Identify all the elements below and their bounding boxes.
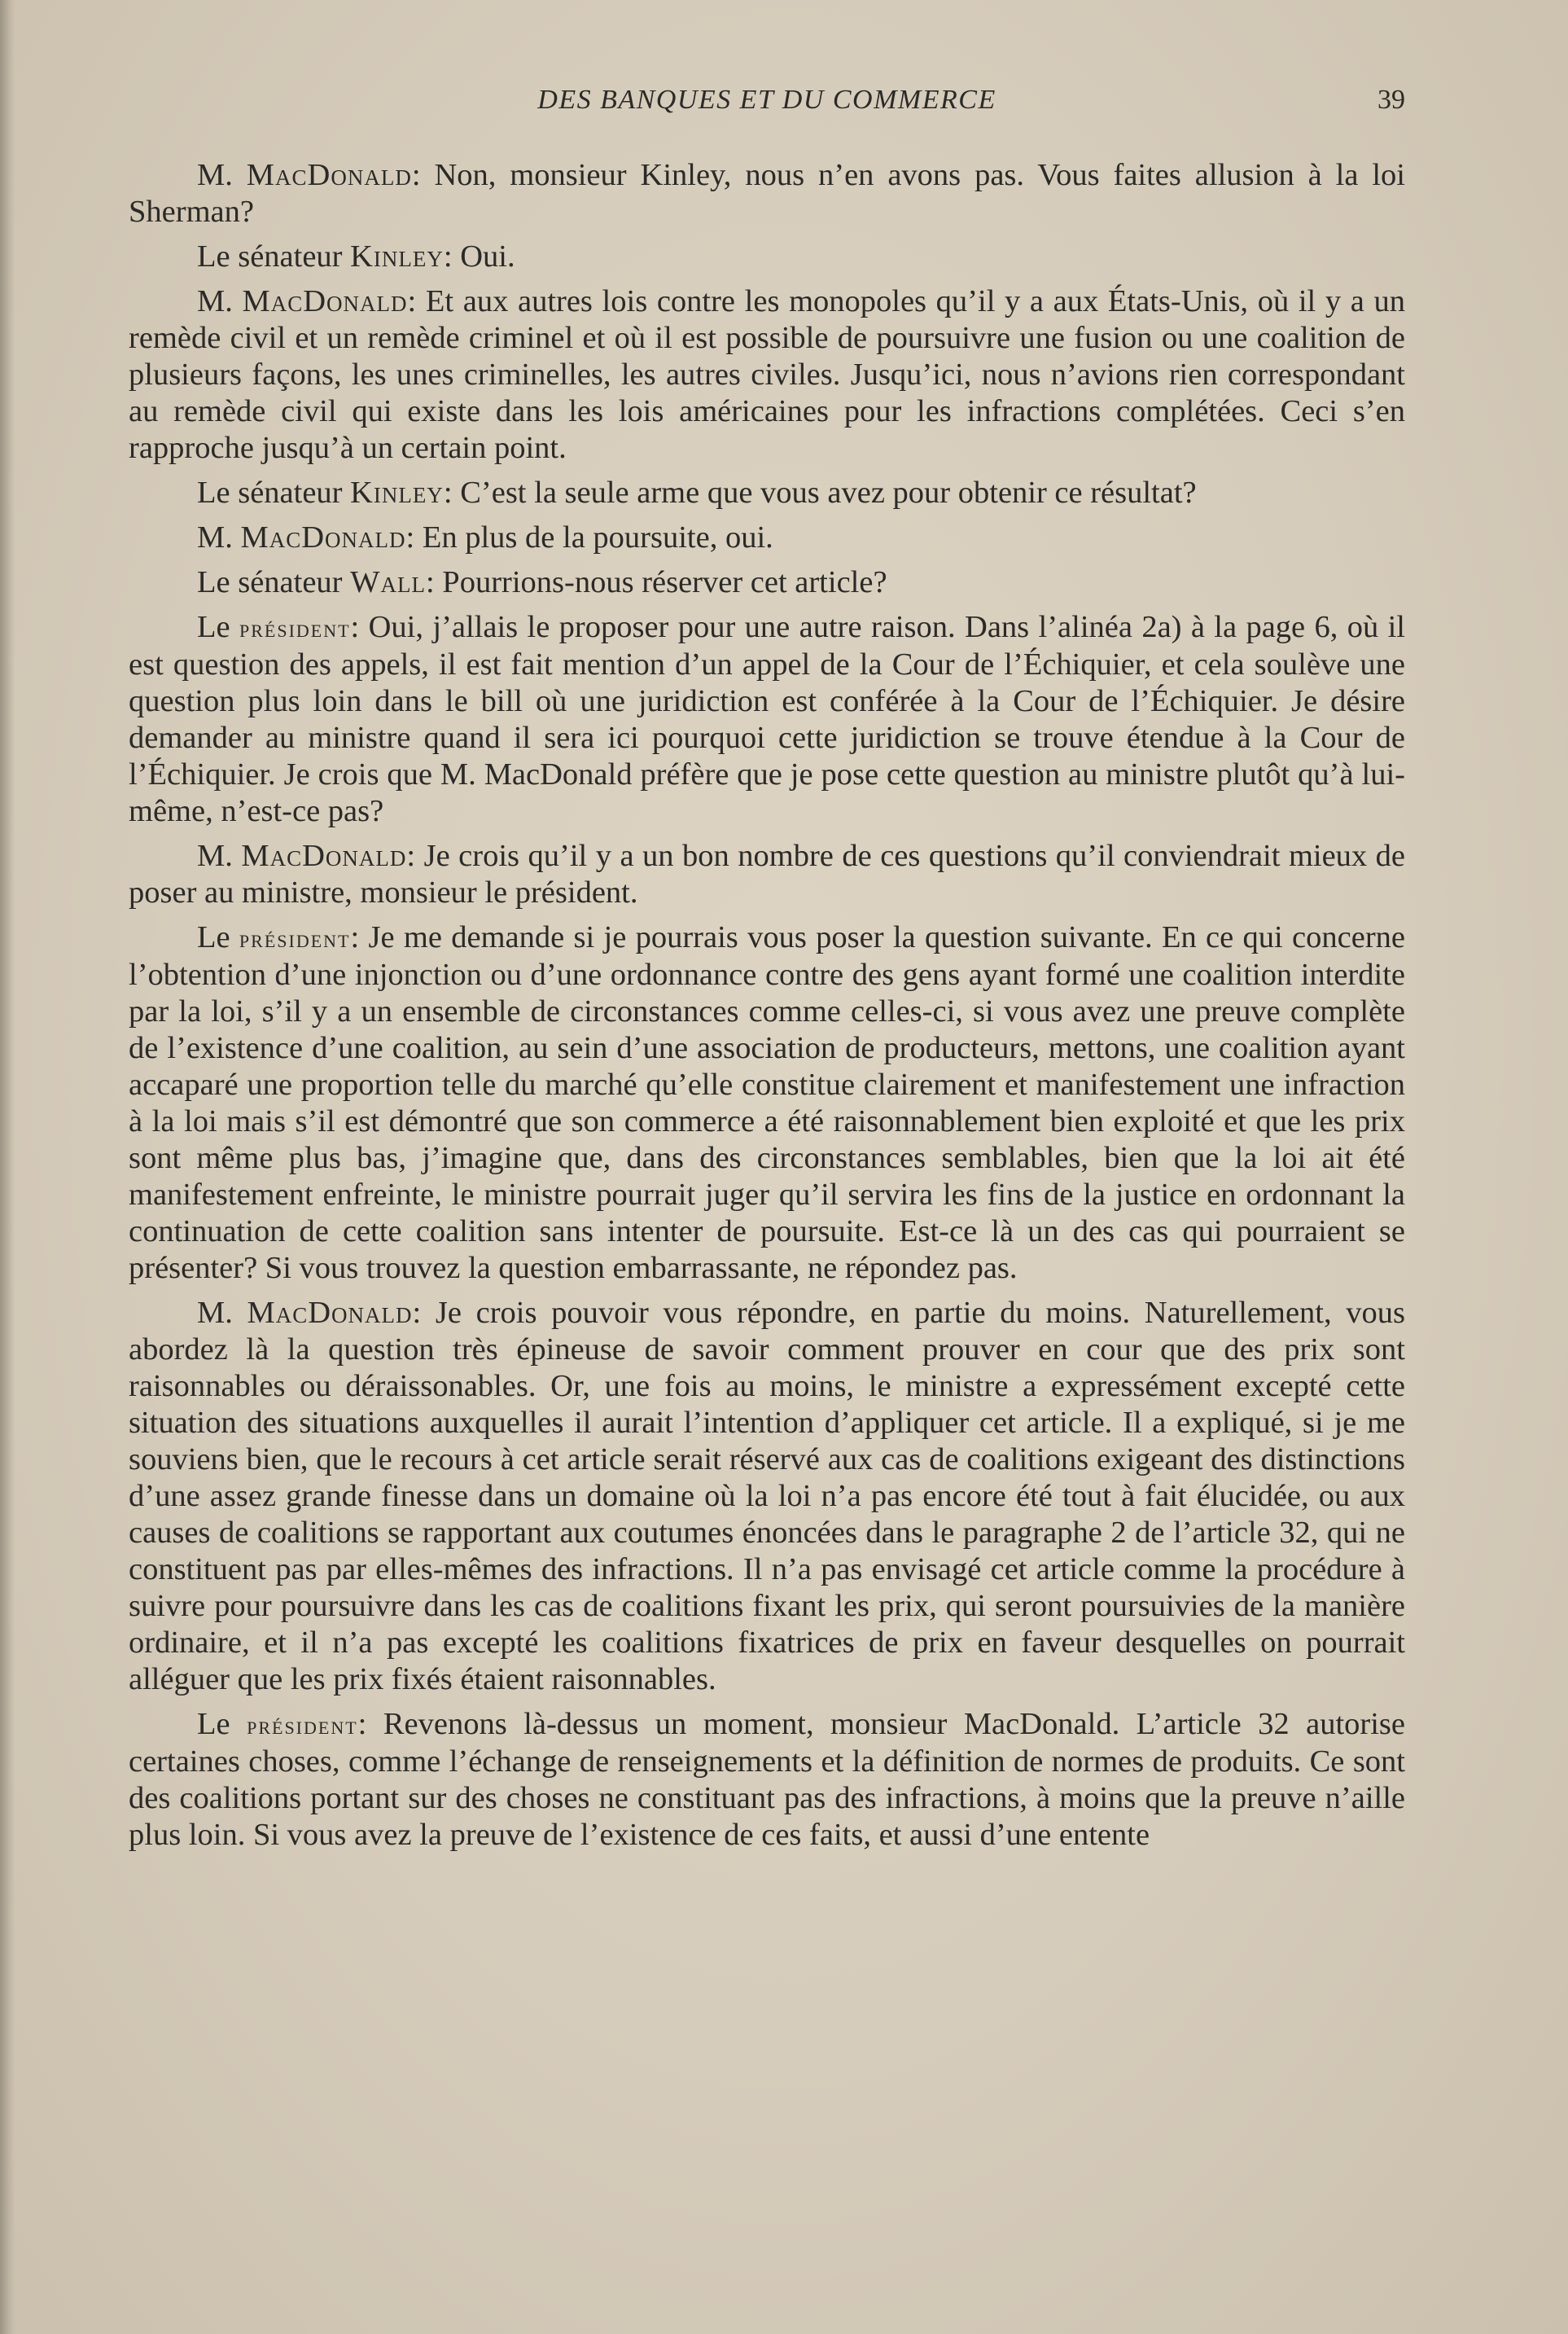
paragraph-text: C’est la seule arme que vous avez pour obtenir ce résultat? [460, 476, 1197, 510]
speaker-colon: : [412, 1296, 436, 1330]
dialogue-paragraph [129, 239, 1405, 275]
paragraph-text: Revenons là-dessus un moment, monsieur MacDonald. L’article 32 autorise certaines choses, comme l’échange de renseignements et la définition de normes de produits. Ce sont des coalitions portant sur des choses ne constituant pas des infractions, à moins que la preuve n’aille plus loin. Si vous avez la preuve de l’existence de ces faits, et aussi d’une entente [129, 1707, 1405, 1852]
speaker-name: Kinley [350, 476, 444, 510]
speaker-name: Wall [350, 565, 426, 599]
paragraph-text: Oui. [460, 239, 515, 274]
dialogue-paragraph [129, 475, 1405, 511]
dialogue-paragraph [129, 283, 1405, 467]
dialogue-paragraph [129, 157, 1405, 230]
dialogue-paragraph [129, 1295, 1405, 1698]
speaker-colon: : [443, 476, 461, 510]
speaker-name: MacDonald [241, 839, 407, 873]
binding-edge [0, 0, 15, 2334]
running-title: DES BANQUES ET DU COMMERCE [537, 85, 996, 115]
dialogue-paragraph [129, 919, 1405, 1287]
paragraph-text: Pourrions-nous réserver cet article? [442, 565, 887, 599]
speaker-name: MacDonald [247, 1296, 413, 1330]
paragraph-text: En plus de la poursuite, oui. [422, 520, 773, 555]
speaker-name: président [239, 614, 351, 643]
dialogue-paragraph [129, 520, 1405, 556]
speaker-name: président [247, 1711, 358, 1740]
speaker-colon: : [411, 158, 435, 192]
speaker-colon: : [350, 610, 369, 644]
dialogue-paragraph [129, 838, 1405, 911]
speaker-prefix: Le sénateur [197, 476, 351, 510]
speaker-prefix: M. [197, 1296, 247, 1330]
speaker-prefix: M. [197, 520, 241, 555]
dialogue-paragraph [129, 609, 1405, 830]
speaker-prefix: M. [197, 158, 247, 192]
speaker-prefix: Le sénateur [197, 239, 351, 274]
paragraph-text: Et aux autres lois contre les monopoles qu’il y a aux États-Unis, où il y a un remède civil et un remède criminel et où il est possible de poursuivre une fusion ou une coalition de plusieurs façons, les unes criminelles, les autres civiles. Jusqu’ici, nous n’avions rien correspondant au remède civil qui existe dans les lois américaines pour les infractions complétées. Ceci s’en rapproche jusqu’à un certain point. [129, 284, 1406, 465]
paragraph-text: Je crois pouvoir vous répondre, en partie du moins. Naturellement, vous abordez là la question très épineuse de savoir comment prouver en cour que des prix sont raisonnables ou déraissonables. Or, une fois au moins, le ministre a expressément excepté cette situation des situations auxquelles il aurait l’intention d’appliquer cet article. Il a expliqué, si je me souviens bien, que le recours à cet article serait réservé aux cas de coalitions exigeant des distinctions d’une assez grande finesse dans un domaine où la loi n’a pas encore été tout à fait élucidée, ou aux causes de coalitions se rapportant aux coutumes énoncées dans le paragraphe 2 de l’article 32, qui ne constituent pas par elles-mêmes des infractions. Il n’a pas envisagé cet article comme la procédure à suivre pour poursuivre dans les cas de coalitions fixant les prix, qui seront poursuivies de la manière ordinaire, et il n’a pas excepté les coalitions fixatrices de prix en faveur desquelles on pourrait alléguer que les prix fixés étaient raisonnables. [129, 1296, 1405, 1696]
speaker-name: président [239, 924, 351, 953]
speaker-colon: : [350, 920, 369, 954]
body-text [129, 157, 1405, 1862]
paragraph-text: Oui, j’allais le proposer pour une autre raison. Dans l’alinéa 2a) à la page 6, où il est question des appels, il est fait mention d’un appel de la Cour de l’Échiquier, et cela soulève une question plus loin dans le bill où une juridiction est conférée à la Cour de l’Échiquier. Je désire demander au ministre quand il sera ici pourquoi cette juridiction se trouve étendue à la Cour de l’Échiquier. Je crois que M. MacDonald préfère que je pose cette question au ministre plutôt qu’à lui-même, n’est-ce pas? [129, 610, 1406, 828]
speaker-prefix: Le [197, 610, 239, 644]
speaker-prefix: M. [197, 839, 242, 873]
speaker-name: Kinley [350, 239, 444, 274]
speaker-colon: : [407, 284, 426, 318]
speaker-colon: : [443, 239, 461, 274]
paragraph-text: Je crois qu’il y a un bon nombre de ces questions qu’il conviendrait mieux de poser au ministre, monsieur le président. [129, 839, 1406, 910]
dialogue-paragraph [129, 1706, 1405, 1854]
page-header [129, 85, 1405, 124]
dialogue-paragraph [129, 564, 1405, 601]
speaker-prefix: M. [197, 284, 243, 318]
speaker-name: MacDonald [240, 520, 406, 555]
speaker-colon: : [425, 565, 443, 599]
speaker-colon: : [406, 839, 424, 873]
speaker-prefix: Le [197, 920, 239, 954]
page-number: 39 [1377, 85, 1405, 115]
paragraph-text: Non, monsieur Kinley, nous n’en avons pas. Vous faites allusion à la loi Sherman? [129, 158, 1405, 229]
speaker-prefix: Le [197, 1707, 247, 1741]
speaker-colon: : [405, 520, 423, 555]
speaker-colon: : [357, 1707, 383, 1741]
paragraph-text: Je me demande si je pourrais vous poser la question suivante. En ce qui concerne l’obtention d’une injonction ou d’une ordonnance contre des gens ayant formé une coalition interdite par la loi, s’il y a un ensemble de circonstances comme celles-ci, si vous avez une preuve complète de l’existence d’une coalition, au sein d’une association de producteurs, mettons, une coalition ayant accaparé une proportion telle du marché qu’elle constitue clairement et manifestement une infraction à la loi mais s’il est démontré que son commerce a été raisonnablement bien exploité et que les prix sont même plus bas, j’imagine que, dans des circonstances semblables, bien que la loi ait été manifestement enfreinte, le ministre pourrait juger qu’il servira les fins de la justice en ordonnant la continuation de cette coalition sans intenter de poursuite. Est-ce là un des cas qui pourraient se présenter? Si vous trouvez la question embarrassante, ne répondez pas. [129, 920, 1405, 1285]
speaker-prefix: Le sénateur [197, 565, 351, 599]
speaker-name: MacDonald [246, 158, 412, 192]
speaker-name: MacDonald [242, 284, 408, 318]
